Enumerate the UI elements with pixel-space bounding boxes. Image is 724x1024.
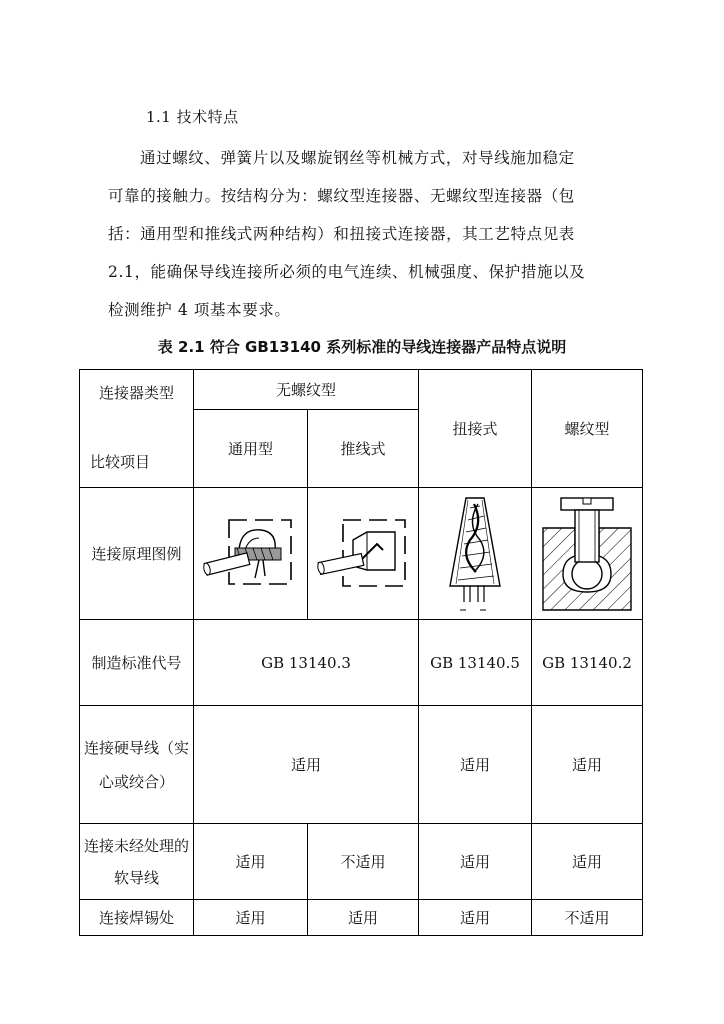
general-connector-diagram: [201, 514, 301, 594]
standard-twist: GB 13140.5: [419, 620, 532, 706]
paragraph-line: 通过螺纹、弹簧片以及螺旋钢丝等机械方式，对导线施加稳定: [140, 149, 575, 167]
solder-twist: 适用: [419, 900, 532, 936]
diagram-pushin-cell: [308, 488, 419, 620]
row-label-soft-wire: 连接未经处理的软导线: [80, 824, 194, 900]
paragraph-line: 2.1，能确保导线连接所必须的电气连续、机械强度、保护措施以及: [108, 263, 586, 281]
corner-header-bottom: 比较项目: [90, 453, 151, 471]
connector-spec-table: [79, 369, 643, 936]
row-label-diagram: 连接原理图例: [80, 488, 194, 620]
screw-connector-diagram: [539, 494, 635, 614]
diagram-general-cell: [194, 488, 308, 620]
hard-wire-screwless: 适用: [194, 706, 419, 824]
standard-screw: GB 13140.2: [532, 620, 643, 706]
twist-connector-diagram: [440, 494, 510, 614]
hard-wire-screw: 适用: [532, 706, 643, 824]
diagram-twist-cell: [419, 488, 532, 620]
solder-general: 适用: [194, 900, 308, 936]
row-label-solder: 连接焊锡处: [80, 900, 194, 936]
header-screw: 螺纹型: [532, 370, 643, 488]
corner-header-cell: [80, 370, 194, 488]
row-label-standard: 制造标准代号: [80, 620, 194, 706]
header-general: 通用型: [194, 410, 308, 488]
soft-wire-pushin: 不适用: [308, 824, 419, 900]
soft-wire-twist: 适用: [419, 824, 532, 900]
paragraph-line: 括：通用型和推线式两种结构）和扭接式连接器，其工艺特点见表: [108, 225, 575, 243]
header-screwless: 无螺纹型: [194, 370, 419, 410]
paragraph-line: 检测维护 4 项基本要求。: [108, 301, 291, 319]
diagram-screw-cell: [532, 488, 643, 620]
row-label-hard-wire: 连接硬导线（实心或绞合）: [80, 706, 194, 824]
section-heading: 1.1 技术特点: [146, 108, 239, 126]
intro-paragraph: [108, 143, 628, 325]
soft-wire-general: 适用: [194, 824, 308, 900]
solder-screw: 不适用: [532, 900, 643, 936]
standard-screwless: GB 13140.3: [194, 620, 419, 706]
pushin-connector-diagram: [313, 514, 413, 594]
corner-header-top: 连接器类型: [98, 384, 174, 402]
table-caption: 表 2.1 符合 GB13140 系列标准的导线连接器产品特点说明: [157, 338, 567, 356]
solder-pushin: 适用: [308, 900, 419, 936]
paragraph-line: 可靠的接触力。按结构分为：螺纹型连接器、无螺纹型连接器（包: [108, 187, 575, 205]
header-twist: 扭接式: [419, 370, 532, 488]
hard-wire-twist: 适用: [419, 706, 532, 824]
header-pushin: 推线式: [308, 410, 419, 488]
soft-wire-screw: 适用: [532, 824, 643, 900]
